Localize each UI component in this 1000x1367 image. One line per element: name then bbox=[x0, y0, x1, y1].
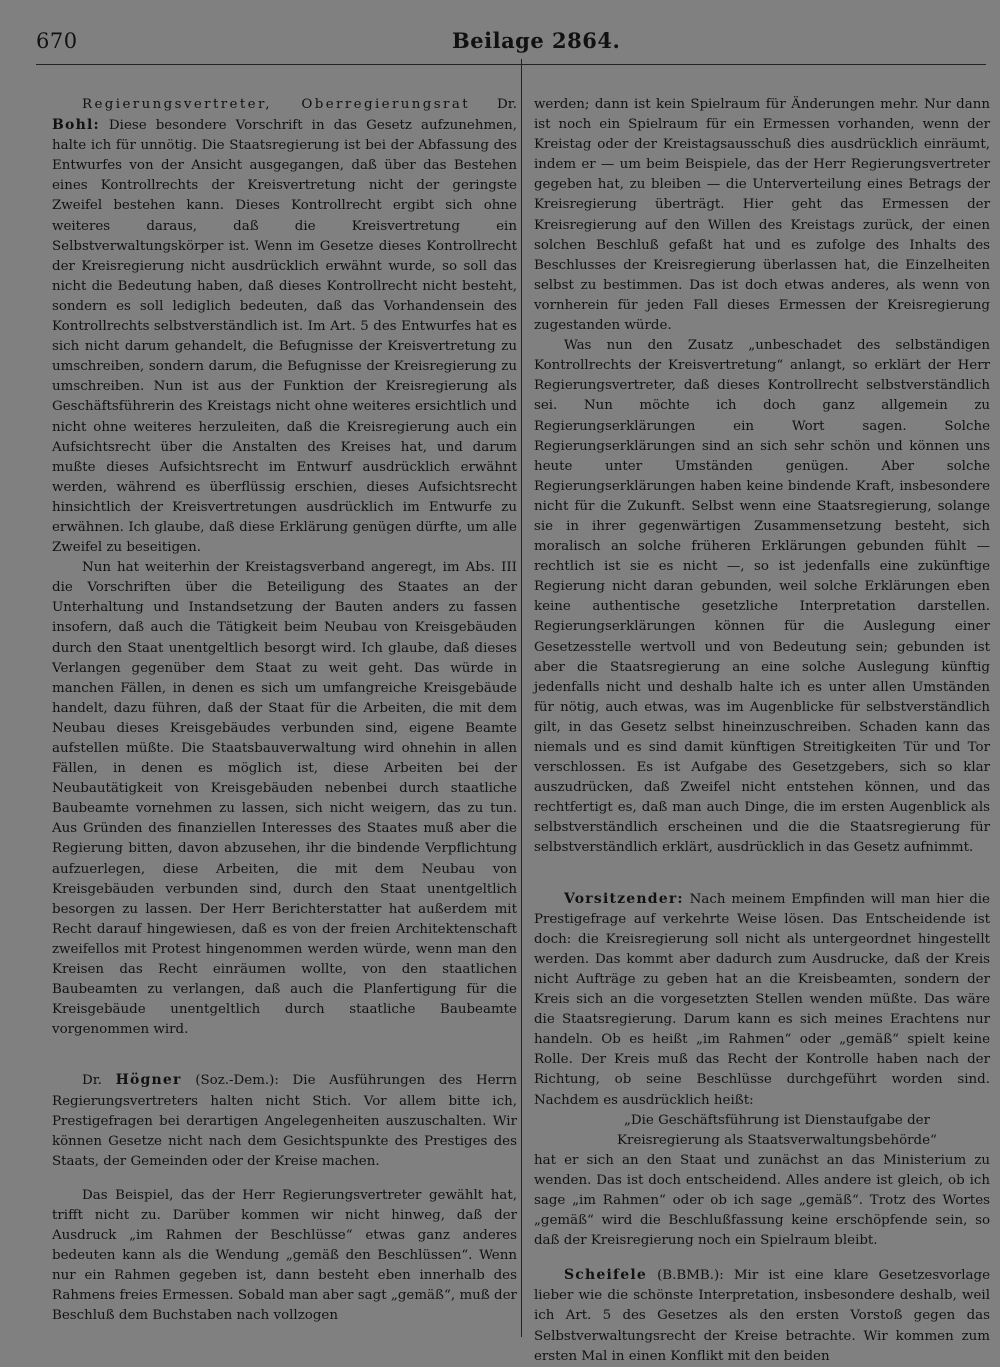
paragraph-text: Diese besondere Vorschrift in das Gesetz aufzunehmen, halte ich für unnötig. Die Staatsregierung ist bei der Abfassung des Entwurfes von der Ansicht ausgegangen, daß über das Bestehen eines Kontrollrechts der Kreisvertretung nicht der geringste Zweifel bestehen kann. Dieses Kontrollrecht ergibt sich ohne weiteres daraus, daß die Kreisvertretung ein Selbstverwaltungskörper ist. Wenn im Gesetze dieses Kontrollrecht der Kreisregierung nicht ausdrücklich erwähnt wurde, so soll das nicht die Bedeutung haben, daß dieses Kontrollrecht nicht besteht, sondern es soll lediglich bedeuten, daß das Vorhandensein des Kontrollrechts selbstverständlich ist. Im Art. 5 des Entwurfes hat es sich nicht darum gehandelt, die Befugnisse der Kreisvertretung zu umschreiben, sondern darum, die Befugnisse der Kreisregierung zu umschreiben. Nun ist aus der Funktion der Kreisregierung als Geschäftsführerin des Kreistags nicht ohne weiteres ersichtlich und nicht ohne weiteres herzuleiten, daß die Kreisregierung auch ein Aufsichtsrecht über die Anstalten des Kreises hat, und darum mußte dieses Aufsichtsrecht im Entwurf ausdrücklich erwähnt werden, während es überflüssig erschien, dieses Aufsichtsrecht hinsichtlich der Kreisvertretungen ausdrücklich im Entwurfe zu erwähnen. Ich glaube, daß diese Erklärung genügen dürfte, um alle Zweifel zu beseitigen. bbox=[52, 118, 517, 556]
speaker-name: Scheifele bbox=[563, 1267, 647, 1284]
left-column bbox=[52, 95, 517, 1367]
speaker-name: Högner bbox=[115, 1072, 182, 1089]
speaker-title: Dr. bbox=[497, 97, 517, 112]
speaker-title: Dr. bbox=[82, 1073, 102, 1089]
page-title: Beilage 2864. bbox=[452, 28, 621, 53]
page-header bbox=[36, 28, 986, 65]
paragraph-kreistagsverband: Nun hat weiterhin der Kreistagsverband angeregt, im Abs. III die Vorschriften über die Beteiligung des Staates an der Unterhaltung und Instandsetzung der Bauten anders zu fassen insofern, daß auch die Tätigkeit beim Neubau von Kreisgebäuden durch den Staat unentgeltlich besorgt wird. Ich glaube, daß dieses Verlangen gegenüber dem Staat zu weit geht. Das würde in manchen Fällen, in denen es sich um umfangreiche Kreisgebäude handelt, dazu führen, daß der Staat für die Arbeiten, die mit dem Neubau dieses Kreisgebäudes verbunden sind, eigene Beamte aufstellen müßte. Die Staatsbauverwaltung wird ohnehin in allen Fällen, in denen es möglich ist, diese Arbeiten bei der Neubautätigkeit von Kreisgebäuden nebenbei durch staatliche Baubeamte vornehmen zu lassen, sich nicht weigern, das zu tun. Aus Gründen des finanziellen Interesses des Staates muß aber die Regierung bitten, davon abzusehen, ihr die bindende Verpflichtung aufzuerlegen, diese Arbeiten, die mit dem Neubau von Kreisgebäuden verbunden sind, durch den Staat unentgeltlich besorgen zu lassen. Der Herr Berichterstatter hat außerdem mit Recht darauf hingewiesen, daß es von der freien Architektenschaft zweifellos mit Protest hingenommen werden würde, wenn man den Kreisen das Recht einräumen wollte, von den staatlichen Baubeamten zu verlangen, daß auch die Planfertigung für die Kreisgebäude unentgeltlich durch staatliche Baubeamte vorgenommen wird. bbox=[52, 560, 517, 1038]
paragraph-text: Nach meinem Empfinden will man hier die Prestigefrage auf verkehrte Weise lösen. Das Entscheidende ist doch: die Kreisregierung soll nicht als untergeordnet hingestellt werden. Das kommt aber dadurch zum Ausdrucke, daß der Kreis nicht Aufträge zu geben hat an die Kreisbeamten, sondern der Kreis sich an die vorgesetzten Stellen wenden müßte. Das wäre die Staatsregierung. Darum kann es sich meines Erachtens nur handeln. Ob es heißt „im Rahmen“ oder „gemäß“ spielt keine Rolle. Der Kreis muß das Recht der Kontrolle haben nach der Richtung, ob seine Beschlüsse durchgeführt worden sind. Nachdem es ausdrücklich heißt: bbox=[533, 891, 990, 1108]
text-columns bbox=[36, 95, 990, 1367]
quoted-passage: „Die Geschäftsführung ist Dienstaufgabe der Kreisregierung als Staatsverwaltungsbehörde“ bbox=[617, 1112, 937, 1148]
paragraph-hoegner bbox=[52, 1070, 517, 1171]
right-column bbox=[534, 95, 990, 1367]
paragraph-continuation: werden; dann ist kein Spielraum für Änderungen mehr. Nur dann ist noch ein Spielraum für ein Ermessen vorhanden, wenn der Kreistag oder der Kreistagsausschuß dies ausdrücklich einräumt, indem er — um beim Beispiele, das der Herr Regierungsvertreter gegeben hat, zu bleiben — die Unterverteilung eines Betrags der Kreisregierung überträgt. Hier geht das Ermessen der Kreisregierung auf den Willen des Kreistags zurück, der einen solchen Beschluß gefaßt hat und es zufolge des Inhalts des Beschlusses der Kreisregierung überlassen hat, die Einzelheiten selbst zu bestimmen. Das ist doch etwas anderes, als wenn von vornherein für jeden Fall dieses Ermessen der Kreisregierung zugestanden würde. bbox=[533, 97, 990, 334]
speaker-name: Bohl: bbox=[52, 117, 100, 134]
paragraph-scheifele bbox=[534, 1265, 990, 1366]
paragraph-zusatz: Was nun den Zusatz „unbeschadet des selbständigen Kontrollrechts der Kreisvertretung“ anlangt, so erklärt der Herr Regierungsvertreter, daß dieses Kontrollrecht selbstverständlich sei. Nun möchte ich doch ganz allgemein zu Regierungserklärungen ein Wort sagen. Solche Regierungserklärungen sind an sich sehr schön und können uns heute unter Umständen genügen. Aber solche Regierungserklärungen haben keine bindende Kraft, insbesondere nicht für die Zukunft. Selbst wenn eine Staatsregierung, solange sie in ihrer gegenwärtigen Zusammensetzung besteht, sich moralisch an solche früheren Erklärungen gebunden fühlt — rechtlich ist sie es nicht —, so ist jedenfalls eine zukünftige Regierung nicht daran gebunden, weil solche Erklärungen eben keine authentische gesetzliche Interpretation darstellen. Regierungserklärungen können für die Auslegung einer Gesetzesstelle wertvoll und von Bedeutung sein; gebunden ist aber die Staatsregierung an eine solche Auslegung künftig jedenfalls nicht und deshalb halte ich es unter allen Umständen für nötig, auch etwas, was im Augenblicke für selbstverständlich gilt, in das Gesetz selbst hineinzuschreiben. Schaden kann das niemals und es sind damit künftigen Streitigkeiten Tür und Tor verschlossen. Es ist Aufgabe des Gesetzgebers, sich so klar auszudrücken, daß Zweifel nicht entstehen können, und das rechtfertigt es, daß man auch Dinge, die im ersten Augenblick als selbstverständlich erscheinen und die die Staatsregierung für selbstverständlich erklärt, ausdrücklich in das Gesetz aufnimmt. bbox=[533, 338, 990, 856]
paragraph-beispiel: Das Beispiel, das der Herr Regierungsvertreter gewählt hat, trifft nicht zu. Darüber kommen wir nicht hinweg, daß der Ausdruck „im Rahmen der Beschlüsse“ etwas ganz anderes bedeuten kann als die Wendung „gemäß den Beschlüssen“. Wenn nur ein Rahmen gegeben ist, dann besteht eben innerhalb des Rahmens freies Ermessen. Sobald man aber sagt „gemäß“, muß der Beschluß dem Buchstaben nach vollzogen bbox=[52, 1187, 517, 1324]
column-divider bbox=[521, 59, 522, 1337]
speaker-name: Vorsitzender: bbox=[563, 890, 684, 907]
paragraph-continuation-2: hat er sich an den Staat und zunächst an das Ministerium zu wenden. Das ist doch entscheidend. Alles andere ist gleich, ob ich sage „im Rahmen“ oder ob ich sage „gemäß“. Trotz des Wortes „gemäß“ wird die Beschlußfassung keine erschöpfende sein, so daß der Kreisregierung noch ein Spielraum bleibt. bbox=[533, 1152, 990, 1249]
paragraph-bohl bbox=[52, 95, 517, 558]
speaker-role: Regierungsvertreter, Oberregierungsrat bbox=[82, 97, 471, 112]
page-number: 670 bbox=[36, 29, 78, 53]
paragraph-vorsitzender bbox=[534, 889, 990, 1111]
paragraph-text: (B.BMB.): Mir ist eine klare Gesetzesvorlage lieber wie die schönste Interpretation, insbesondere deshalb, weil ich Art. 5 des Gesetzes als den ersten Vorstoß gegen das Selbstverwaltungsrecht der Kreise betrachte. Wir kommen zum ersten Mal in einen Konflikt mit den beiden bbox=[533, 1268, 990, 1364]
paragraph-text: (Soz.-Dem.): Die Ausführungen des Herrn Regierungsvertreters halten nicht Stich. Vor allem bitte ich, Prestigefragen bei derartigen Angelegenheiten auszuschalten. Wir können Gesetze nicht nach dem Gesichtspunkte des Prestiges des Staats, der Gemeinden oder der Kreise machen. bbox=[52, 1073, 517, 1169]
